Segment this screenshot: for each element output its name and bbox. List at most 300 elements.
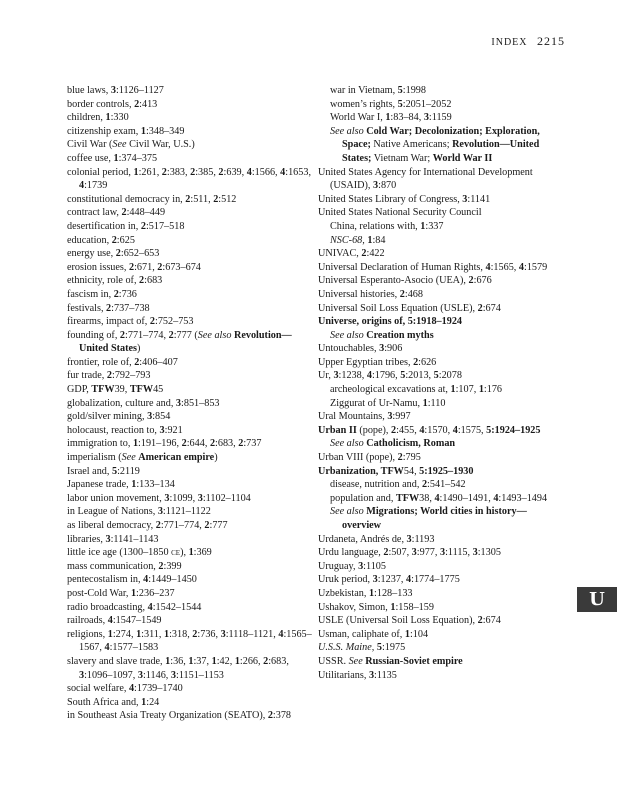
entry-text: 3: [164, 492, 170, 504]
entry-text: 5:1925–1930: [419, 465, 474, 477]
entry-text: :851–853: [181, 397, 220, 409]
entry-text: :158–159: [395, 601, 434, 613]
index-entry: [318, 206, 563, 220]
index-entry: [67, 288, 317, 302]
entry-text: :1566,: [251, 166, 281, 178]
entry-text: :1547–1549: [112, 615, 162, 627]
entry-text: 5: [433, 370, 439, 382]
entry-text: citizenship exam,: [67, 125, 141, 137]
entry-text: 1: [385, 112, 391, 124]
entry-text: :1126–1127: [115, 85, 164, 96]
entry-text: GDP,: [67, 384, 92, 396]
entry-text: :1141: [467, 193, 491, 205]
entry-text: :639,: [223, 166, 247, 178]
index-subentry: [330, 220, 563, 234]
entry-text: 1: [234, 655, 240, 667]
index-subentry: [330, 437, 563, 451]
entry-text: Catholicism, Roman: [366, 438, 456, 450]
entry-text: 1: [130, 587, 137, 599]
entry-text: China, relations with,: [330, 220, 421, 232]
entry-text: 2: [391, 424, 397, 436]
entry-text: :1099,: [169, 492, 198, 504]
entry-text: Ural Mountains,: [318, 411, 388, 423]
entry-text: NSC-68,: [330, 234, 365, 246]
entry-text: 3: [406, 533, 412, 545]
entry-text: immigration to,: [67, 438, 133, 450]
index-entry: [67, 424, 317, 438]
entry-text: 4: [406, 574, 412, 586]
index-entry: [67, 505, 317, 519]
entry-text: 2: [158, 560, 164, 572]
index-subentry: [330, 505, 563, 532]
entry-text: :541–542: [427, 479, 466, 491]
entry-text: See also: [197, 329, 232, 341]
entry-text: 1: [113, 152, 119, 164]
entry-text: fascism in,: [67, 288, 114, 300]
entry-text: 3: [110, 85, 116, 96]
entry-text: :674: [482, 302, 501, 314]
index-entry: [67, 166, 317, 193]
entry-text: disease, nutrition and,: [330, 479, 422, 491]
entry-text: Utilitarians,: [318, 669, 369, 681]
entry-text: :906: [384, 343, 403, 355]
entry-text: :683,: [268, 655, 289, 667]
entry-text: :673–674: [162, 261, 201, 273]
entry-text: See also: [330, 438, 364, 450]
entry-text: Civil War, U.S.): [126, 139, 195, 151]
entry-text: 4: [452, 424, 458, 436]
entry-text: archeological excavations at,: [330, 384, 451, 396]
entry-text: :374–375: [118, 152, 158, 164]
index-entry: [67, 138, 317, 152]
entry-text: :385,: [195, 166, 219, 178]
entry-text: in Southeast Asia Treaty Organization (SEATO),: [67, 710, 268, 722]
entry-text: :2078: [438, 370, 462, 382]
entry-text: :448–449: [126, 207, 166, 219]
thumb-tab-letter[interactable]: U: [577, 587, 617, 612]
entry-text: 4: [493, 492, 499, 504]
entry-text: :104: [409, 628, 429, 640]
entry-text: :2119: [117, 465, 140, 477]
entry-text: Russian-Soviet empire: [365, 655, 463, 667]
entry-text: :752–753: [154, 316, 194, 328]
entry-text: Creation myths: [366, 329, 434, 341]
index-entry: [67, 193, 317, 207]
entry-text: Ziggurat of Ur-Namu,: [330, 397, 423, 409]
entry-text: Urdu language,: [318, 547, 384, 559]
entry-text: 2: [149, 316, 155, 328]
entry-text: 5: [376, 642, 382, 654]
entry-text: United States Library of Congress,: [318, 193, 463, 205]
entry-text: :1237,: [377, 574, 407, 586]
entry-text: American empire: [138, 452, 215, 464]
entry-text: 5: [397, 98, 403, 110]
entry-text: 1: [211, 655, 217, 667]
entry-text: 1: [188, 655, 194, 667]
entry-text: ),: [180, 547, 189, 559]
entry-text: Vietnam War;: [371, 152, 433, 164]
entry-text: 3: [147, 411, 153, 423]
index-subentry: [330, 383, 563, 397]
index-entry: [67, 519, 317, 533]
entry-text: 1: [450, 384, 456, 396]
entry-text: TFW: [395, 492, 420, 504]
entry-text: in League of Nations,: [67, 506, 158, 518]
entry-text: TFW: [380, 465, 404, 477]
entry-text: 2: [209, 438, 216, 450]
index-entry: [67, 601, 317, 615]
entry-text: little ice age (1300–1850: [67, 547, 172, 559]
entry-text: :236–237: [136, 587, 175, 599]
entry-text: 4: [434, 492, 440, 504]
entry-text: 3: [333, 370, 339, 382]
index-entry: [67, 451, 317, 465]
entry-text: 3: [373, 180, 379, 192]
entry-text: 45: [153, 384, 164, 396]
entry-text: :1998: [402, 85, 426, 96]
index-entry: [318, 669, 563, 683]
index-entry: [318, 274, 563, 288]
entry-text: 2: [181, 438, 187, 450]
entry-text: 3: [372, 574, 378, 586]
entry-text: World War II: [432, 152, 493, 164]
index-entry: [67, 437, 317, 451]
index-entry: [318, 261, 563, 275]
index-entry: [67, 302, 317, 316]
index-subentry: [330, 329, 563, 343]
entry-text: :736,: [197, 628, 221, 640]
entry-text: 3: [137, 669, 143, 681]
entry-text: :511,: [190, 193, 214, 205]
entry-text: See also: [330, 506, 364, 518]
index-entry: [67, 573, 317, 587]
entry-text: :777: [209, 520, 228, 531]
index-entry: [67, 206, 317, 220]
entry-text: Urdaneta, Andrés de,: [318, 533, 407, 545]
entry-text: :1577–1583: [109, 642, 159, 654]
entry-text: Usman, caliphate of,: [318, 628, 405, 640]
entry-text: 2: [477, 302, 483, 314]
entry-text: :1490–1491,: [439, 492, 494, 504]
entry-text: :921: [164, 424, 183, 436]
entry-text: :1565–1567,: [79, 628, 312, 654]
entry-text: pentecostalism in,: [67, 574, 144, 586]
index-entry: [318, 410, 563, 424]
index-entry: [318, 641, 563, 655]
entry-text: :311,: [141, 628, 164, 640]
entry-text: imperialism (: [67, 452, 122, 464]
index-entry: [318, 288, 563, 302]
entry-text: ethnicity, role of,: [67, 275, 140, 287]
entry-text: Cold War; Decolonization; Exploration, Space;: [342, 125, 540, 151]
entry-text: children,: [67, 112, 106, 124]
entry-text: 2: [413, 356, 419, 368]
index-entry: [318, 315, 563, 329]
index-entry: [67, 261, 317, 275]
entry-text: 1: [422, 397, 428, 409]
entry-text: radio broadcasting,: [67, 601, 148, 613]
index-entry: [318, 573, 563, 587]
entry-text: education,: [67, 234, 112, 246]
index-entry: [67, 655, 317, 682]
index-entry: [67, 492, 317, 506]
entry-text: :652–653: [120, 248, 160, 260]
entry-text: 54,: [403, 465, 420, 477]
entry-text: erosion issues,: [67, 261, 129, 273]
entry-text: 1: [132, 438, 139, 450]
entry-text: 1: [367, 234, 373, 246]
entry-text: 2: [185, 193, 191, 205]
entry-text: 1: [141, 696, 147, 708]
index-subentry: [330, 125, 563, 166]
entry-text: 2: [139, 275, 145, 287]
entry-text: energy use,: [67, 248, 116, 260]
entry-text: See also: [330, 125, 364, 137]
entry-text: 3: [79, 669, 85, 681]
entry-text: :1570,: [424, 424, 453, 436]
index-entry: [318, 601, 563, 615]
index-entry: [67, 465, 317, 479]
entry-text: Ushakov, Simon,: [318, 601, 391, 613]
entry-text: :455,: [396, 424, 420, 436]
entry-text: Japanese trade,: [67, 479, 132, 491]
index-entry: [67, 614, 317, 628]
running-head-label: INDEX: [491, 37, 528, 48]
index-entry: [67, 369, 317, 383]
entry-text: :870: [378, 180, 397, 192]
entry-text: :383,: [166, 166, 191, 178]
entry-text: coffee use,: [67, 152, 114, 164]
entry-text: :399: [163, 560, 182, 572]
entry-text: :1774–1775: [411, 574, 460, 586]
entry-text: frontier, role of,: [67, 356, 135, 368]
entry-text: 4: [366, 370, 372, 382]
entry-text: slavery and slave trade,: [67, 655, 166, 667]
index-entry: [318, 560, 563, 574]
entry-text: Civil War (: [67, 139, 113, 151]
entry-text: Urban VIII (pope),: [318, 452, 398, 464]
entry-text: :674: [482, 615, 501, 627]
entry-text: 2: [397, 452, 403, 464]
entry-text: Native Americans;: [370, 139, 453, 151]
entry-text: :676: [473, 275, 492, 287]
entry-text: 3: [472, 547, 478, 559]
entry-text: 5:1924–1925: [486, 424, 541, 436]
entry-text: :644,: [186, 438, 210, 450]
index-column-right: [318, 84, 563, 682]
entry-text: 1: [163, 628, 170, 640]
index-column-left: [67, 84, 317, 723]
entry-text: 2: [218, 166, 224, 178]
entry-text: 2: [213, 193, 219, 205]
entry-text: Uzbekistan,: [318, 587, 369, 599]
index-entry: [67, 98, 317, 112]
entry-text: :1575,: [457, 424, 487, 436]
entry-text: :736: [118, 288, 137, 300]
entry-text: 4: [280, 166, 286, 178]
entry-text: :1118–1121,: [225, 628, 279, 640]
index-entry: [318, 166, 563, 193]
index-entry: [67, 247, 317, 261]
index-entry: [318, 247, 563, 261]
index-subentry: [330, 111, 563, 125]
index-subentry: [330, 397, 563, 411]
entry-text: See: [121, 452, 136, 464]
entry-text: 2: [421, 479, 428, 491]
entry-text: 2: [204, 520, 210, 531]
entry-text: TFW: [91, 384, 115, 396]
index-entry: [318, 193, 563, 207]
entry-text: :1096–1097,: [84, 669, 138, 681]
entry-text: 2: [399, 288, 405, 300]
entry-text: 5: [400, 370, 406, 382]
entry-text: religions,: [67, 628, 108, 640]
entry-text: :330: [110, 112, 129, 124]
entry-text: 4: [278, 628, 284, 640]
entry-text: 1: [140, 125, 146, 137]
index-entry: [67, 628, 317, 655]
index-entry: [67, 315, 317, 329]
entry-text: :795: [402, 452, 421, 464]
entry-text: 1: [420, 220, 426, 232]
entry-text: :771–774,: [160, 520, 205, 531]
entry-text: 2: [106, 302, 112, 314]
index-entry: [67, 478, 317, 492]
entry-text: 1: [390, 601, 396, 613]
entry-text: 4: [143, 574, 149, 586]
entry-text: 1: [105, 112, 111, 124]
entry-text: 4: [128, 683, 135, 695]
entry-text: 1: [107, 628, 113, 640]
entry-text: See: [112, 139, 127, 151]
entry-text: 3: [157, 506, 163, 518]
entry-text: :512: [218, 193, 237, 205]
index-entry: [67, 533, 317, 547]
index-entry: [318, 546, 563, 560]
entry-text: 4: [246, 166, 252, 178]
entry-text: 3: [105, 533, 111, 545]
entry-text: 2: [161, 166, 167, 178]
entry-text: Israel and,: [67, 465, 112, 477]
entry-text: :42,: [216, 655, 235, 667]
entry-text: Universal histories,: [318, 288, 400, 300]
entry-text: :737–738: [111, 302, 150, 314]
entry-text: :626: [418, 356, 437, 368]
entry-text: :378: [272, 710, 292, 722]
index-entry: [67, 152, 317, 166]
entry-text: ce: [171, 547, 181, 559]
entry-text: United States National Security Council: [318, 207, 482, 219]
entry-text: :2013,: [405, 370, 434, 382]
entry-text: :1975: [381, 642, 406, 654]
entry-text: 3: [462, 193, 468, 205]
index-entry: [318, 302, 563, 316]
entry-text: 1: [131, 479, 137, 491]
index-entry: [318, 587, 563, 601]
entry-text: United States Agency for International Development (USAID),: [318, 166, 533, 192]
entry-text: 3: [439, 547, 446, 559]
entry-text: 2: [383, 547, 389, 559]
entry-text: :1565,: [490, 261, 519, 273]
entry-text: :854: [152, 411, 171, 423]
entry-text: 4: [79, 180, 85, 192]
entry-text: :1238,: [338, 370, 367, 382]
entry-text: women’s rights,: [330, 98, 398, 110]
entry-text: :318,: [169, 628, 193, 640]
entry-text: 3: [358, 560, 364, 572]
entry-text: 2: [140, 220, 146, 232]
entry-text: founding of,: [67, 329, 120, 341]
entry-text: 4: [147, 601, 153, 613]
entry-text: :36,: [170, 655, 189, 667]
entry-text: 2: [121, 207, 127, 219]
entry-text: 1: [136, 628, 142, 640]
entry-text: :997: [392, 411, 411, 423]
entry-text: contract law,: [67, 207, 122, 219]
running-head: [491, 34, 565, 49]
entry-text: :777 (: [173, 329, 198, 341]
entry-text: 2: [267, 710, 273, 722]
index-entry: [318, 614, 563, 628]
entry-text: 1: [368, 587, 375, 599]
entry-text: 2: [155, 520, 161, 531]
entry-text: 4: [104, 642, 110, 654]
entry-text: :1653,: [285, 166, 311, 178]
entry-text: firearms, impact of,: [67, 316, 150, 328]
entry-text: :977,: [416, 547, 440, 559]
entry-text: :1739–1740: [134, 683, 183, 695]
entry-text: :261,: [138, 166, 162, 178]
entry-text: Urban II: [318, 424, 357, 436]
entry-text: 3: [368, 669, 375, 681]
entry-text: post-Cold War,: [67, 587, 131, 599]
entry-text: 3: [379, 343, 385, 355]
entry-text: desertification in,: [67, 220, 141, 232]
entry-text: 1: [188, 547, 194, 559]
entry-text: labor union movement,: [67, 492, 165, 504]
entry-text: 2: [238, 438, 244, 450]
entry-text: :274,: [112, 628, 137, 640]
entry-text: :24: [146, 696, 160, 708]
entry-text: TFW: [129, 384, 154, 396]
entry-text: :1159: [428, 112, 452, 124]
index-entry: [67, 111, 317, 125]
index-entry: [67, 546, 317, 560]
index-entry: [67, 696, 317, 710]
entry-text: Revolution—United States: [79, 329, 292, 355]
entry-text: 2: [106, 370, 112, 382]
index-entry: [318, 465, 563, 479]
entry-text: 2: [134, 356, 140, 368]
entry-text: :83–84,: [390, 112, 424, 124]
index-entry: [318, 369, 563, 383]
index-subentry: [330, 84, 563, 98]
entry-text: :191–196,: [138, 438, 182, 450]
index-entry: [318, 655, 563, 669]
entry-text: 3: [423, 112, 429, 124]
entry-text: :413: [139, 98, 158, 110]
entry-text: 38,: [419, 492, 435, 504]
entry-text: :84: [372, 234, 386, 246]
entry-text: Uruk period,: [318, 574, 373, 586]
entry-text: Universal Esperanto-Asocio (UEA),: [318, 275, 469, 287]
entry-text: 2: [168, 329, 174, 341]
entry-text: 2: [157, 261, 163, 273]
entry-text: :671,: [134, 261, 158, 273]
entry-text: 3: [387, 411, 393, 423]
entry-text: gold/silver mining,: [67, 411, 148, 423]
entry-text: as liberal democracy,: [67, 520, 156, 531]
